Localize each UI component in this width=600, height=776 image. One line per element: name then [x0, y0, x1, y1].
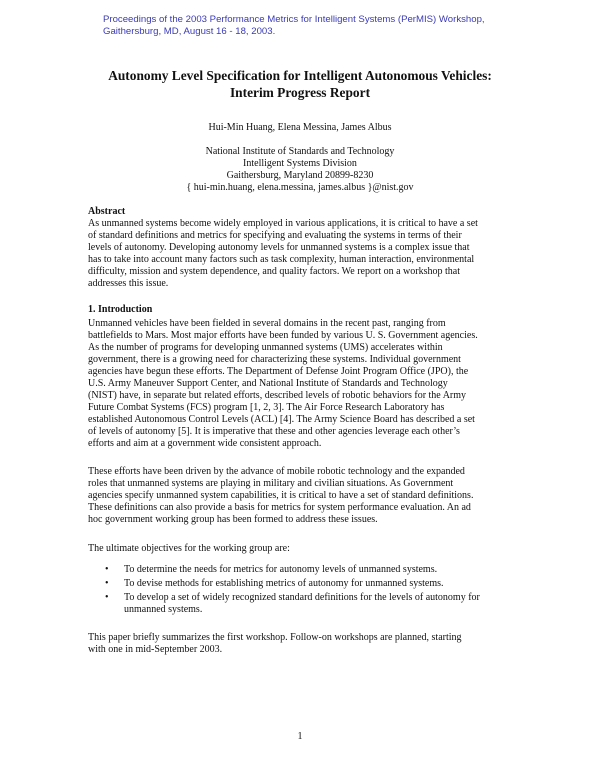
paragraph-line: hoc government working group has been formed to address these issues. — [88, 514, 378, 525]
abstract-heading: Abstract — [88, 206, 126, 217]
affiliation-emails: { hui-min.huang, elena.messina, james.albus }@nist.gov — [186, 182, 414, 193]
paragraph-line: agencies specify unmanned system capabilities, it is critical to have a set of standard definitions. — [88, 490, 474, 501]
paragraph-line: roles that unmanned systems are playing in military and civilian situations. As Government — [88, 478, 454, 489]
abstract-text — [88, 218, 513, 290]
list-item — [88, 578, 518, 590]
paragraph-line: (NIST) have, in separate but related efforts, described levels of robotic behaviors for the Army — [88, 390, 467, 401]
abstract-line: difficulty, mission and system dependence, and quality factors. We report on a workshop that — [88, 266, 460, 277]
introduction-paragraph-2 — [88, 466, 513, 526]
page-number: 1 — [297, 731, 303, 742]
paragraph-line: of levels of autonomy [5]. It is imperative that these and other agencies leverage each other’s — [88, 426, 460, 437]
list-item-text: To develop a set of widely recognized standard definitions for the levels of autonomy for unmanned systems. — [124, 592, 480, 615]
paragraph-line: As the number of programs for developing unmanned systems (UMS) accelerates within — [88, 342, 443, 353]
list-item-text: To devise methods for establishing metrics of autonomy for unmanned systems. — [124, 578, 444, 589]
affiliation — [40, 146, 560, 194]
paragraph-line: U.S. Army Maneuver Support Center, and National Institute of Standards and Technology — [88, 378, 448, 389]
abstract-line: levels of autonomy. Developing autonomy levels for unmanned systems is a complex issue that — [88, 242, 470, 253]
proceedings-header — [103, 14, 523, 38]
bullet-icon: • — [105, 564, 109, 575]
objectives-intro: The ultimate objectives for the working group are: — [88, 543, 290, 554]
objectives-list — [88, 564, 518, 618]
list-item — [88, 564, 518, 576]
affiliation-line-3: Gaithersburg, Maryland 20899-8230 — [226, 170, 374, 181]
paragraph-line: These definitions can also provide a basis for metrics for system performance evaluation. An ad — [88, 502, 471, 513]
affiliation-line-1: National Institute of Standards and Technology — [205, 146, 395, 157]
abstract-line: has to take into account many factors such as task complexity, human interaction, environmental — [88, 254, 475, 265]
affiliation-line-2: Intelligent Systems Division — [243, 158, 357, 169]
paragraph-line: Future Combat Systems (FCS) program [1, 2, 3]. The Air Force Research Laboratory has — [88, 402, 445, 413]
paper-title — [40, 68, 560, 101]
authors: Hui-Min Huang, Elena Messina, James Albus — [208, 122, 392, 133]
abstract-line: of standard definitions and metrics for specifying and evaluating the systems in terms of their — [88, 230, 462, 241]
list-item-text: To determine the needs for metrics for autonomy levels of unmanned systems. — [124, 564, 438, 575]
paragraph-line: efforts and aim at a government wide consistent approach. — [88, 438, 322, 449]
bullet-icon: • — [105, 578, 109, 589]
paragraph-line: with one in mid-September 2003. — [88, 644, 223, 655]
title-line-2: Interim Progress Report — [229, 84, 371, 100]
abstract-line: addresses this issue. — [88, 278, 169, 289]
introduction-heading: 1. Introduction — [88, 304, 153, 315]
bullet-icon: • — [105, 592, 109, 603]
paragraph-line: established Autonomous Control Levels (ACL) [4]. The Army Science Board has described a set — [88, 414, 475, 425]
paragraph-line: government, there is a growing need for characterizing these systems. Individual government — [88, 354, 461, 365]
paragraph-line: These efforts have been driven by the advance of mobile robotic technology and the expanded — [88, 466, 465, 477]
abstract-line: As unmanned systems become widely employed in various applications, it is critical to have a set — [88, 218, 478, 229]
paragraph-line: agencies have begun these efforts. The Department of Defense Joint Program Office (JPO), the — [88, 366, 469, 377]
header-line-2: Gaithersburg, MD, August 16 - 18, 2003. — [103, 26, 276, 37]
title-line-1: Autonomy Level Specification for Intelligent Autonomous Vehicles: — [108, 68, 492, 83]
paragraph-line: This paper briefly summarizes the first workshop. Follow-on workshops are planned, starting — [88, 632, 462, 643]
introduction-paragraph-1 — [88, 318, 513, 450]
list-item — [88, 592, 518, 616]
header-line-1: Proceedings of the 2003 Performance Metrics for Intelligent Systems (PerMIS) Workshop, — [103, 14, 485, 25]
paragraph-line: battlefields to Mars. Most major efforts have been funded by various U. S. Government agencies. — [88, 330, 478, 341]
introduction-paragraph-4 — [88, 632, 513, 656]
paragraph-line: Unmanned vehicles have been fielded in several domains in the recent past, ranging from — [88, 318, 446, 329]
